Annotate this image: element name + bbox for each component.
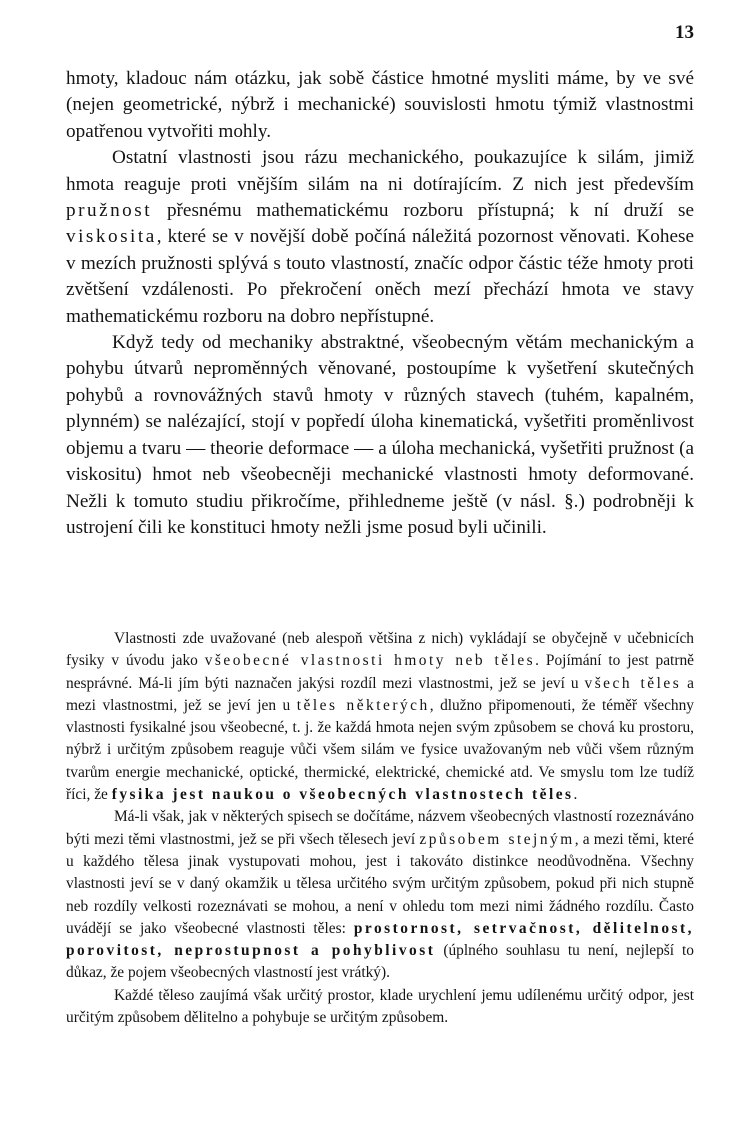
text-run: , které se v novější době počíná náležitá pozornost věnovati. Kohese v mezích pružnosti splývá s touto vlastností, značíc odpor částic téže hmoty proti zvětšení vzdálenosti. Po překročení oněch mezí přechází hmota ve stavy mathematickému rozboru na dobro nepřístupné. bbox=[66, 226, 694, 327]
footnote-block bbox=[66, 628, 694, 1029]
emphasized-term: všeobecné vlastnosti hmoty neb těles bbox=[204, 652, 536, 670]
footnote-paragraph bbox=[66, 806, 694, 984]
emphasized-term: prostornost, setrvačnost, dělitelnost, porovitost, neprostupnost a pohyblivost bbox=[66, 919, 694, 960]
paragraph: hmoty, kladouc nám otázku, jak sobě částice hmotné mysliti máme, by ve své (nejen geometrické, nýbrž i mechanické) souvislosti hmotu týmiž vlastnostmi opatřenou vytvořiti mohly. bbox=[66, 68, 694, 142]
emphasized-term: všech těles bbox=[584, 674, 682, 692]
emphasized-term: viskosita bbox=[66, 226, 157, 248]
text-run: Vlastnosti zde uvažované (neb alespoň většina z nich) vykládají se obyčejně v učebnicích fysiky v úvodu jako bbox=[66, 630, 694, 670]
text-run: , a mezi těmi, které u každého tělesa jinak vystupovati mohou, jest i takováto distinkce neodůvodněna. Všechny vlastnosti jeví se v daný okamžik u tělesa určitého svým určitým způsobem, pokud při nich stupně neb rozdíly velkosti rozeznávati se mohou, a není v ohledu tom mezi nimi žádného rozdílu. Často uvádějí se jako všeobecné vlastnosti těles: bbox=[66, 830, 694, 937]
text-run: (úplného souhlasu tu není, nejlepší to důkaz, že pojem všeobecných vlastností jest vrátký). bbox=[66, 942, 694, 982]
text-run: . Pojímání to jest patrně nesprávné. Má-li jím býti naznačen jakýsi rozdíl mezi vlastnostmi, jež se jeví u bbox=[66, 652, 694, 692]
text-run: a mezi vlastnostmi, jež se jeví jen u bbox=[66, 674, 694, 714]
footnote-paragraph: Každé těleso zaujímá však určitý prostor, klade urychlení jemu udílenému určitý odpor, jest určitým způsobem dělitelno a pohybuje se určitým způsobem. bbox=[66, 986, 694, 1027]
emphasized-term: pružnost bbox=[66, 200, 153, 222]
text-run: . bbox=[573, 786, 578, 804]
page-number: 13 bbox=[675, 22, 694, 43]
text-run: Má-li však, jak v některých spisech se dočítáme, názvem všeobecných vlastností rozeznáváno býti mezi těmi vlastnostmi, jež se při všech tělesech jeví bbox=[66, 808, 694, 848]
emphasized-term: fysika jest naukou o všeobecných vlastnostech těles bbox=[111, 786, 574, 804]
main-text bbox=[66, 66, 694, 541]
footnote-paragraph bbox=[66, 628, 694, 806]
emphasized-term: způsobem stejným bbox=[419, 830, 575, 848]
text-run: , dlužno připomenouti, že téměř všechny vlastnosti fysikalné jsou všeobecné, t. j. že každá hmota nejen svým způsobem se chová ku prostoru, nýbrž i určitým způsobem reaguje vůči všem silám ve fysice uvažovaným neb vůči všem různým tvarům energie mechanické, optické, thermické, elektrické, chemické atd. Ve smyslu tom lze tudíž říci, že bbox=[66, 696, 694, 804]
text-run: přesnému mathematickému rozboru přístupná; k ní druží se bbox=[152, 200, 694, 222]
emphasized-term: těles některých bbox=[296, 696, 430, 714]
paragraph bbox=[66, 145, 694, 330]
text-run: Ostatní vlastnosti jsou rázu mechanického, poukazujíce k silám, jimiž hmota reaguje proti vnějším silám na ni dotírajícím. Z nich jest především bbox=[66, 147, 694, 195]
paragraph: Když tedy od mechaniky abstraktné, všeobecným větám mechanickým a pohybu útvarů neproměnných věnované, postoupíme k vyšetření skutečných pohybů a rovnovážných stavů hmoty v různých stavech (tuhém, kapalném, plynném) se nalézající, stojí v popředí úloha kinematická, vyšetřiti proměnlivost objemu a tvaru — theorie deformace — a úloha mechanická, vyšetřiti pružnost (a viskositu) hmot neb všeobecněji mechanické vlastnosti hmoty deformované. Nežli k tomuto studiu přikročíme, přihledneme ještě (v násl. §.) podrobněji k ustrojení čili ke konstituci hmoty nežli jsme posud byli učinili. bbox=[66, 332, 694, 538]
